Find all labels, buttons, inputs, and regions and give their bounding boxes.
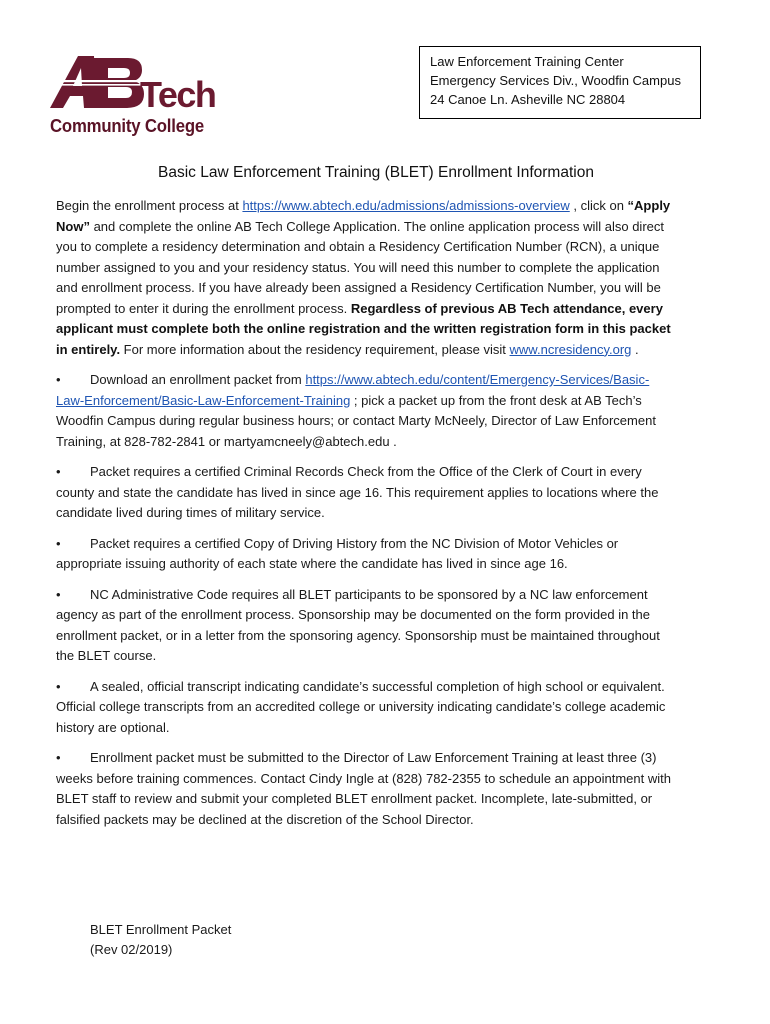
intro-bold-text: Regardless of previous AB Tech attendance, every applicant must complete both the online registration and the written registration form in this packet in entirely. [56,300,671,357]
address-line-2: Emergency Services Div., Woodfin Campus [430,73,681,88]
ncresidency-link[interactable]: www.ncresidency.org [509,341,632,357]
blet-training-link[interactable]: https://www.abtech.edu/content/Emergency-Services/Basic-Law-Enforcement/Basic-Law-Enforcement-Training [56,372,650,408]
bullet-5-text: A sealed, official transcript indicating candidate’s successful completion of high school or equivalent. Official college transcripts from an accredited college or university indicating candidate’s college academic history are optional. [56,678,666,735]
bullet-item-criminal-records [56,462,676,524]
bullet-1-text-2: ; pick a packet up from the front desk at AB Tech’s Woodfin Campus during regular business hours; or contact Marty McNeely, Director of Law Enforcement Training, at 828-782-2841 or martyamcneely@abtech.edu . [56,392,656,449]
bullet-item-driving-history [56,534,676,575]
bullet-item-sponsorship [56,585,676,667]
document-title-wrap [0,164,712,182]
bullet-icon: • [56,464,61,479]
footer-revision: (Rev 02/2019) [90,942,173,957]
document-footer [90,920,231,960]
abtech-logo-graphic [48,50,216,120]
bullet-item-download [56,370,676,452]
address-box [419,46,701,119]
bullet-4-text: NC Administrative Code requires all BLET participants to be sponsored by a NC law enforcement agency as part of the enrollment process. Sponsorship may be documented on the form provided in the enrollment packet, or in a letter from the sponsoring agency. Sponsorship must be maintained throughout the BLET course. [56,586,660,663]
admissions-link[interactable]: https://www.abtech.edu/admissions/admissions-overview [242,198,570,213]
bullet-icon: • [56,586,61,602]
address-line-3: 24 Canoe Ln. Asheville NC 28804 [430,92,626,107]
bullet-icon: • [56,535,61,551]
footer-packet-name: BLET Enrollment Packet [90,922,232,937]
svg-text:Tech: Tech [140,74,216,115]
apply-now-text: “Apply Now” [56,198,671,234]
intro-text-5: . [631,341,639,357]
bullet-icon: • [56,678,61,694]
address-line-1: Law Enforcement Training Center [430,54,624,69]
intro-text-2: , click on [569,198,628,213]
bullet-item-submission [56,748,676,830]
bullet-6-text: Enrollment packet must be submitted to the Director of Law Enforcement Training at least three (3) weeks before training commences. Contact Cindy Ingle at (828) 782-2355 to schedule an appointment with BLET staff to review and submit your completed BLET enrollment packet. Incomplete, late-submitted, or falsified packets may be declined at the discretion of the School Director. [56,750,671,827]
bullet-icon: • [56,750,61,765]
document-body [56,196,676,840]
bullet-icon: • [56,372,61,387]
intro-text-4: For more information about the residency requirement, please visit [120,341,510,357]
bullet-item-transcript [56,677,676,739]
document-title: Basic Law Enforcement Training (BLET) Enrollment Information [158,164,594,181]
bullet-3-text: Packet requires a certified Copy of Driving History from the NC Division of Motor Vehicles or appropriate issuing authority of each state where the candidate has lived in since age 16. [56,535,619,571]
logo-subtitle: Community College [50,116,205,136]
intro-paragraph [56,196,676,360]
bullet-1-text-1: Download an enrollment packet from [90,372,306,387]
intro-text-1: Begin the enrollment process at [56,198,243,213]
bullet-2-text: Packet requires a certified Criminal Records Check from the Office of the Clerk of Court in every county and state the candidate has lived in since age 16. This requirement applies to locations where the candidate lived during times of military service. [56,464,659,520]
intro-text-3: and complete the online AB Tech College Application. The online application process will also direct you to complete a residency determination and obtain a Residency Certification Number (RCN), a unique number assigned to you and your residency status. You will need this number to complete the application and enrollment process. If you have already been assigned a Residency Certification Number, you will be prompted to enter it during the enrollment process. [56,218,664,316]
